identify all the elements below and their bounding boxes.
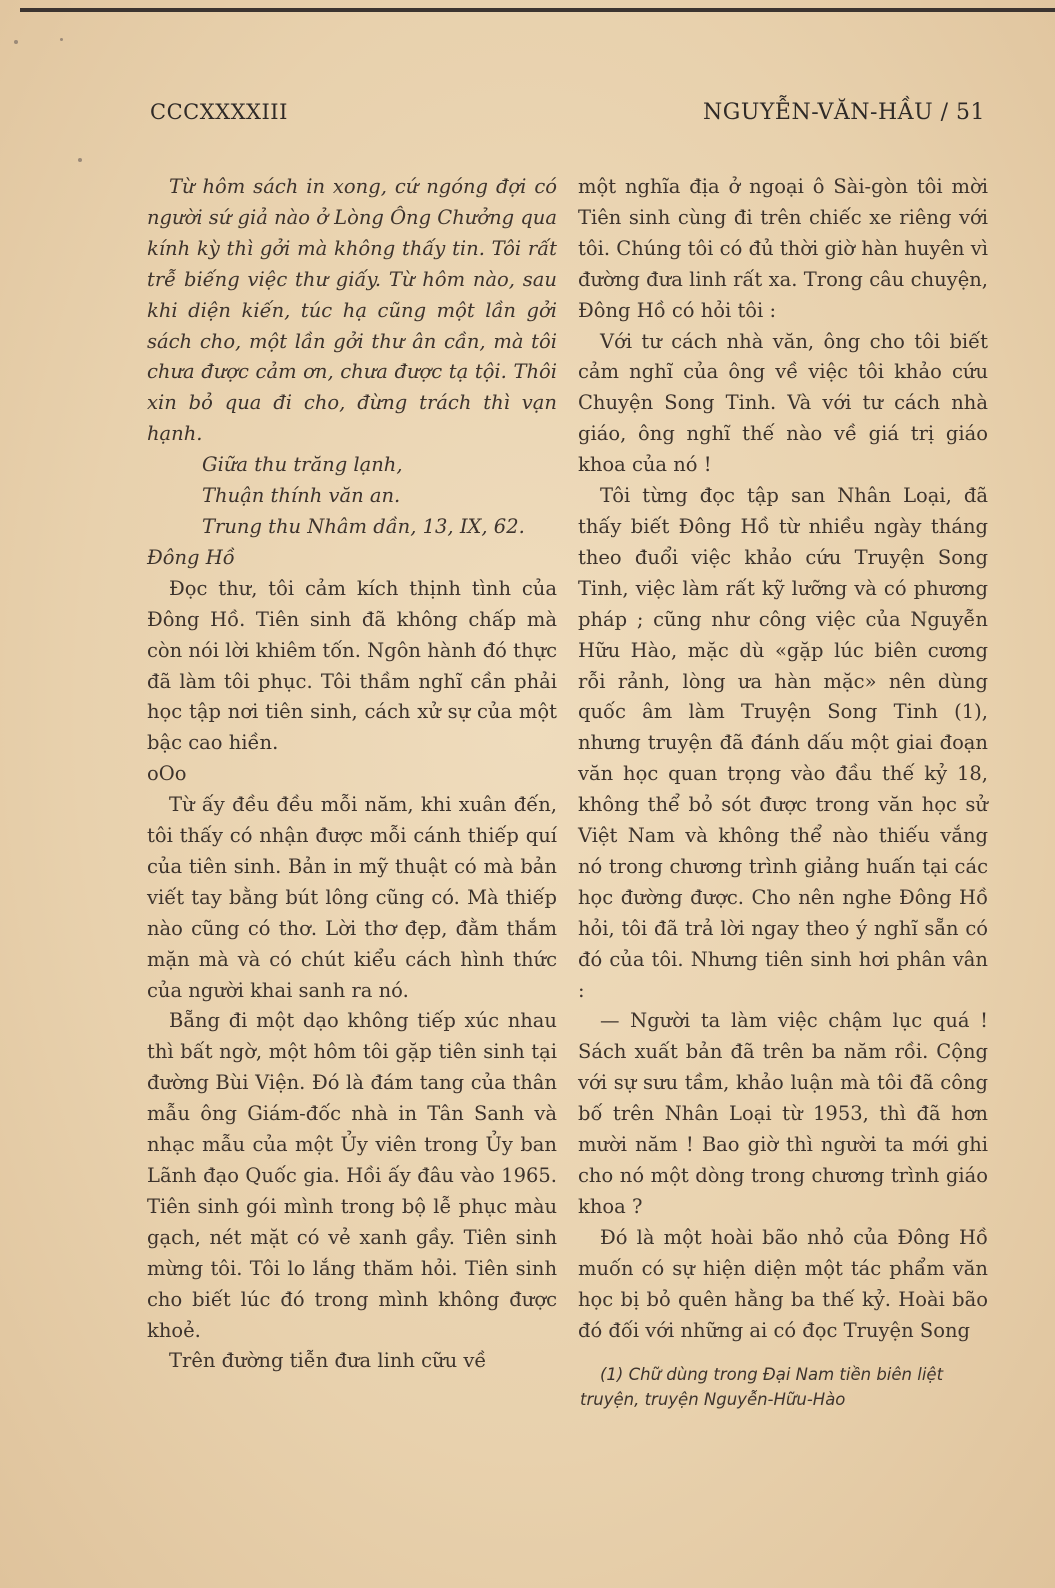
paragraph: Trên đường tiễn đưa linh cữu về xyxy=(169,1349,487,1373)
letter-closing-line-2: Thuận thính văn an. xyxy=(202,484,401,508)
paragraph: Đó là một hoài bão nhỏ của Đông Hồ muốn có sự hiện diện một tác phẩm văn học bị bỏ quên hằng ba thế kỷ. Hoài bão đó đối với những ai có đọc Truyện Song xyxy=(578,1225,988,1342)
paragraph: — Người ta làm việc chậm lục quá ! Sách xuất bản đã trên ba năm rồi. Cộng với sự sưu tầm, khảo luận mà tôi đã công bố trên Nhân Loại từ 1953, thì đã hơn mười năm ! Bao giờ thì người ta mới ghi cho nó một dòng trong chương trình giáo khoa ? xyxy=(578,1009,988,1218)
speck xyxy=(78,158,82,162)
letter-text: Từ hôm sách in xong, cứ ngóng đợi có người sứ giả nào ở Lòng Ông Chưởng qua kính kỳ thì gởi mà không thấy tin. Tôi rất trễ biếng việc thư giấy. Từ hôm nào, sau khi diện kiến, túc hạ cũng một lần gởi sách cho, một lần gởi thư ân cần, mà tôi chưa được cảm ơn, chưa được tạ tội. Thôi xin bỏ qua đi cho, đừng trách thì vạn hạnh. xyxy=(147,175,557,446)
paragraph: Bẵng đi một dạo không tiếp xúc nhau thì bất ngờ, một hôm tôi gặp tiên sinh tại đường Bùi Viện. Đó là đám tang của thân mẫu ông Giám-đốc nhà in Tân Sanh và nhạc mẫu của một Ủy viên trong Ủy ban Lãnh đạo Quốc gia. Hồi ấy đâu vào 1965. Tiên sinh gói mình trong bộ lễ phục màu gạch, nét mặt có vẻ xanh gầy. Tiên sinh mừng tôi. Tôi lo lắng thăm hỏi. Tiên sinh cho biết lúc đó trong mình không được khoẻ. xyxy=(147,1009,557,1342)
left-column xyxy=(147,172,557,1377)
speck xyxy=(60,38,63,41)
page-series-number: CCCXXXXIII xyxy=(150,100,288,124)
top-rule xyxy=(20,8,1055,12)
right-column xyxy=(578,172,988,1346)
paragraph: Từ ấy đều đều mỗi năm, khi xuân đến, tôi thấy có nhận được mỗi cánh thiếp quí của tiên sinh. Bản in mỹ thuật có mà bản viết tay bằng bút lông cũng có. Mà thiếp nào cũng có thơ. Lời thơ đẹp, đằm thắm mặn mà và có chút kiểu cách hình thức của người khai sanh ra nó. xyxy=(147,793,557,1002)
paragraph: Tôi từng đọc tập san Nhân Loại, đã thấy biết Đông Hồ từ nhiều ngày tháng theo đuổi việc khảo cứu Truyện Song Tinh, việc làm rất kỹ lưỡng và có phương pháp ; cũng như công việc của Nguyễn Hữu Hào, mặc dù «gặp lúc biên cương rỗi rảnh, lòng ưa hàn mặc» nên dùng quốc âm làm Truyện Song Tinh (1), nhưng truyện đã đánh dấu một giai đoạn văn học quan trọng vào đầu thế kỷ 18, không thể bỏ sót được trong văn học sử Việt Nam và không thể nào thiếu vắng nó trong chương trình giảng huấn tại các học đường được. Cho nên nghe Đông Hồ hỏi, tôi đã trả lời ngay theo ý nghĩ sẵn có đó của tôi. Nhưng tiên sinh hơi phân vân : xyxy=(578,484,988,1002)
letter-signature: Đông Hồ xyxy=(147,545,235,569)
footnote-text: (1) Chữ dùng trong Đại Nam tiền biên liệt truyện, truyện Nguyễn-Hữu-Hào xyxy=(580,1365,944,1409)
letter-date: Trung thu Nhâm dần, 13, IX, 62. xyxy=(202,514,525,538)
running-header: NGUYỄN-VĂN-HẦU / 51 xyxy=(703,100,985,125)
speck xyxy=(14,40,18,44)
letter-closing-line-1: Giữa thu trăng lạnh, xyxy=(202,453,403,477)
section-separator: oOo xyxy=(147,762,187,786)
paragraph: Đọc thư, tôi cảm kích thịnh tình của Đông Hồ. Tiên sinh đã không chấp mà còn nói lời khiêm tốn. Ngôn hành đó thực đã làm tôi phục. Tôi thầm nghĩ cần phải học tập nơi tiên sinh, cách xử sự của một bậc cao hiền. xyxy=(147,576,557,755)
paragraph: Với tư cách nhà văn, ông cho tôi biết cảm nghĩ của ông về việc tôi khảo cứu Chuyện Song Tinh. Và với tư cách nhà giáo, ông nghĩ thế nào về giá trị giáo khoa của nó ! xyxy=(578,329,988,477)
footnote xyxy=(580,1362,985,1412)
paragraph: một nghĩa địa ở ngoại ô Sài-gòn tôi mời Tiên sinh cùng đi trên chiếc xe riêng với tôi. Chúng tôi có đủ thời giờ hàn huyên vì đường đưa linh rất xa. Trong câu chuyện, Đông Hồ có hỏi tôi : xyxy=(578,175,988,322)
